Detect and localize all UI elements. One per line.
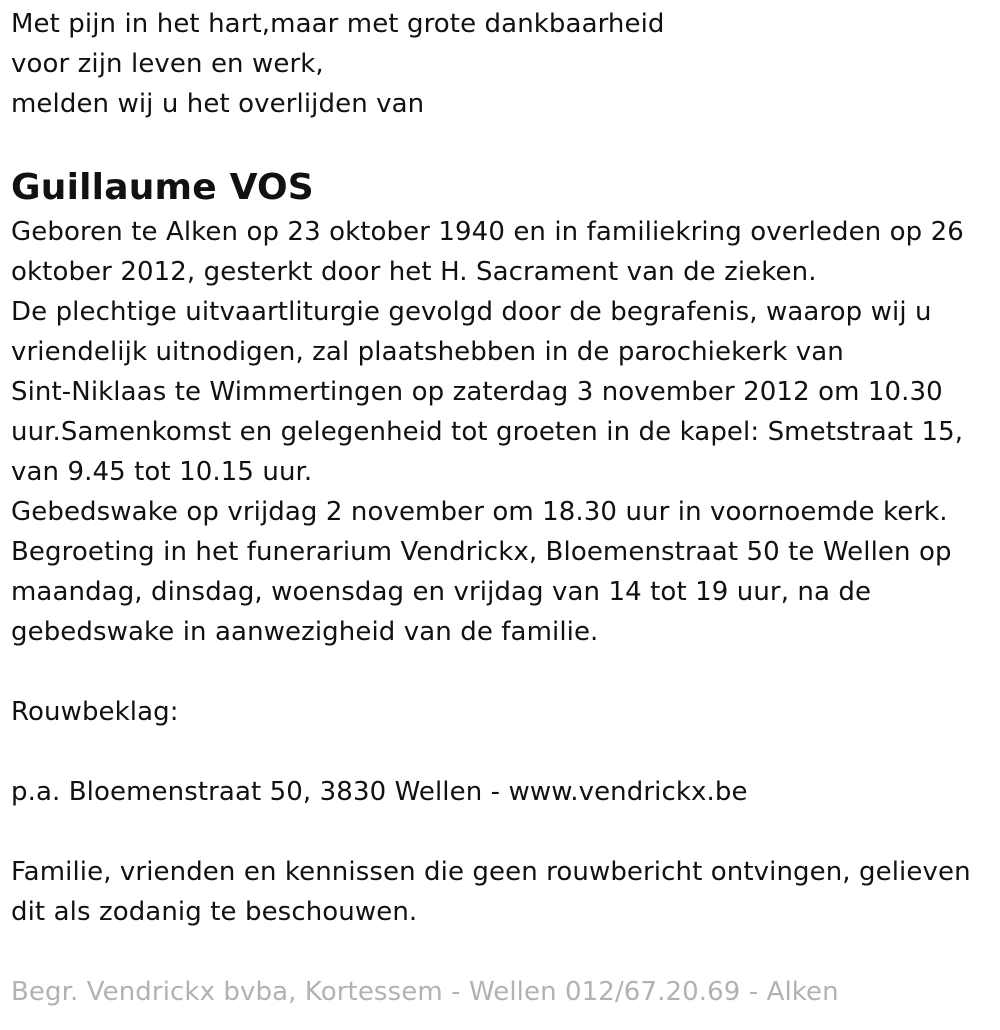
- detail-line: uur.Samenkomst en gelegenheid tot groeten in de kapel: Smetstraat 15,: [11, 417, 964, 447]
- intro-line: melden wij u het overlijden van: [11, 89, 425, 119]
- funeral-details: [11, 212, 989, 652]
- spacer: [11, 732, 989, 772]
- detail-line: Gebedswake op vrijdag 2 november om 18.30 uur in voornoemde kerk.: [11, 497, 948, 527]
- condolences-address: p.a. Bloemenstraat 50, 3830 Wellen - www.vendrickx.be: [11, 777, 748, 807]
- detail-line: maandag, dinsdag, woensdag en vrijdag van 14 tot 19 uur, na de: [11, 577, 872, 607]
- spacer: [11, 652, 989, 692]
- detail-line: gebedswake in aanwezigheid van de familie.: [11, 617, 599, 647]
- detail-line: De plechtige uitvaartliturgie gevolgd door de begrafenis, waarop wij u: [11, 297, 932, 327]
- notice-line: Familie, vrienden en kennissen die geen rouwbericht ontvingen, gelieven: [11, 857, 971, 887]
- detail-line: Geboren te Alken op 23 oktober 1940 en in familiekring overleden op 26: [11, 217, 964, 247]
- funeral-home-footer: Begr. Vendrickx bvba, Kortessem - Wellen 012/67.20.69 - Alken: [11, 977, 839, 1007]
- intro-line: voor zijn leven en werk,: [11, 49, 324, 79]
- intro-line: Met pijn in het hart,maar met grote dankbaarheid: [11, 9, 665, 39]
- notice-line: dit als zodanig te beschouwen.: [11, 897, 418, 927]
- detail-line: oktober 2012, gesterkt door het H. Sacrament van de zieken.: [11, 257, 817, 287]
- condolences-label: Rouwbeklag:: [11, 697, 179, 727]
- detail-line: van 9.45 tot 10.15 uur.: [11, 457, 313, 487]
- detail-line: vriendelijk uitnodigen, zal plaatshebben in de parochiekerk van: [11, 337, 844, 367]
- spacer: [11, 812, 989, 852]
- detail-line: Begroeting in het funerarium Vendrickx, Bloemenstraat 50 te Wellen op: [11, 537, 952, 567]
- notice-text: [11, 852, 989, 932]
- spacer: [11, 932, 989, 972]
- detail-line: Sint-Niklaas te Wimmertingen op zaterdag 3 november 2012 om 10.30: [11, 377, 943, 407]
- deceased-name: Guillaume VOS: [11, 167, 314, 208]
- intro-text: [11, 4, 989, 124]
